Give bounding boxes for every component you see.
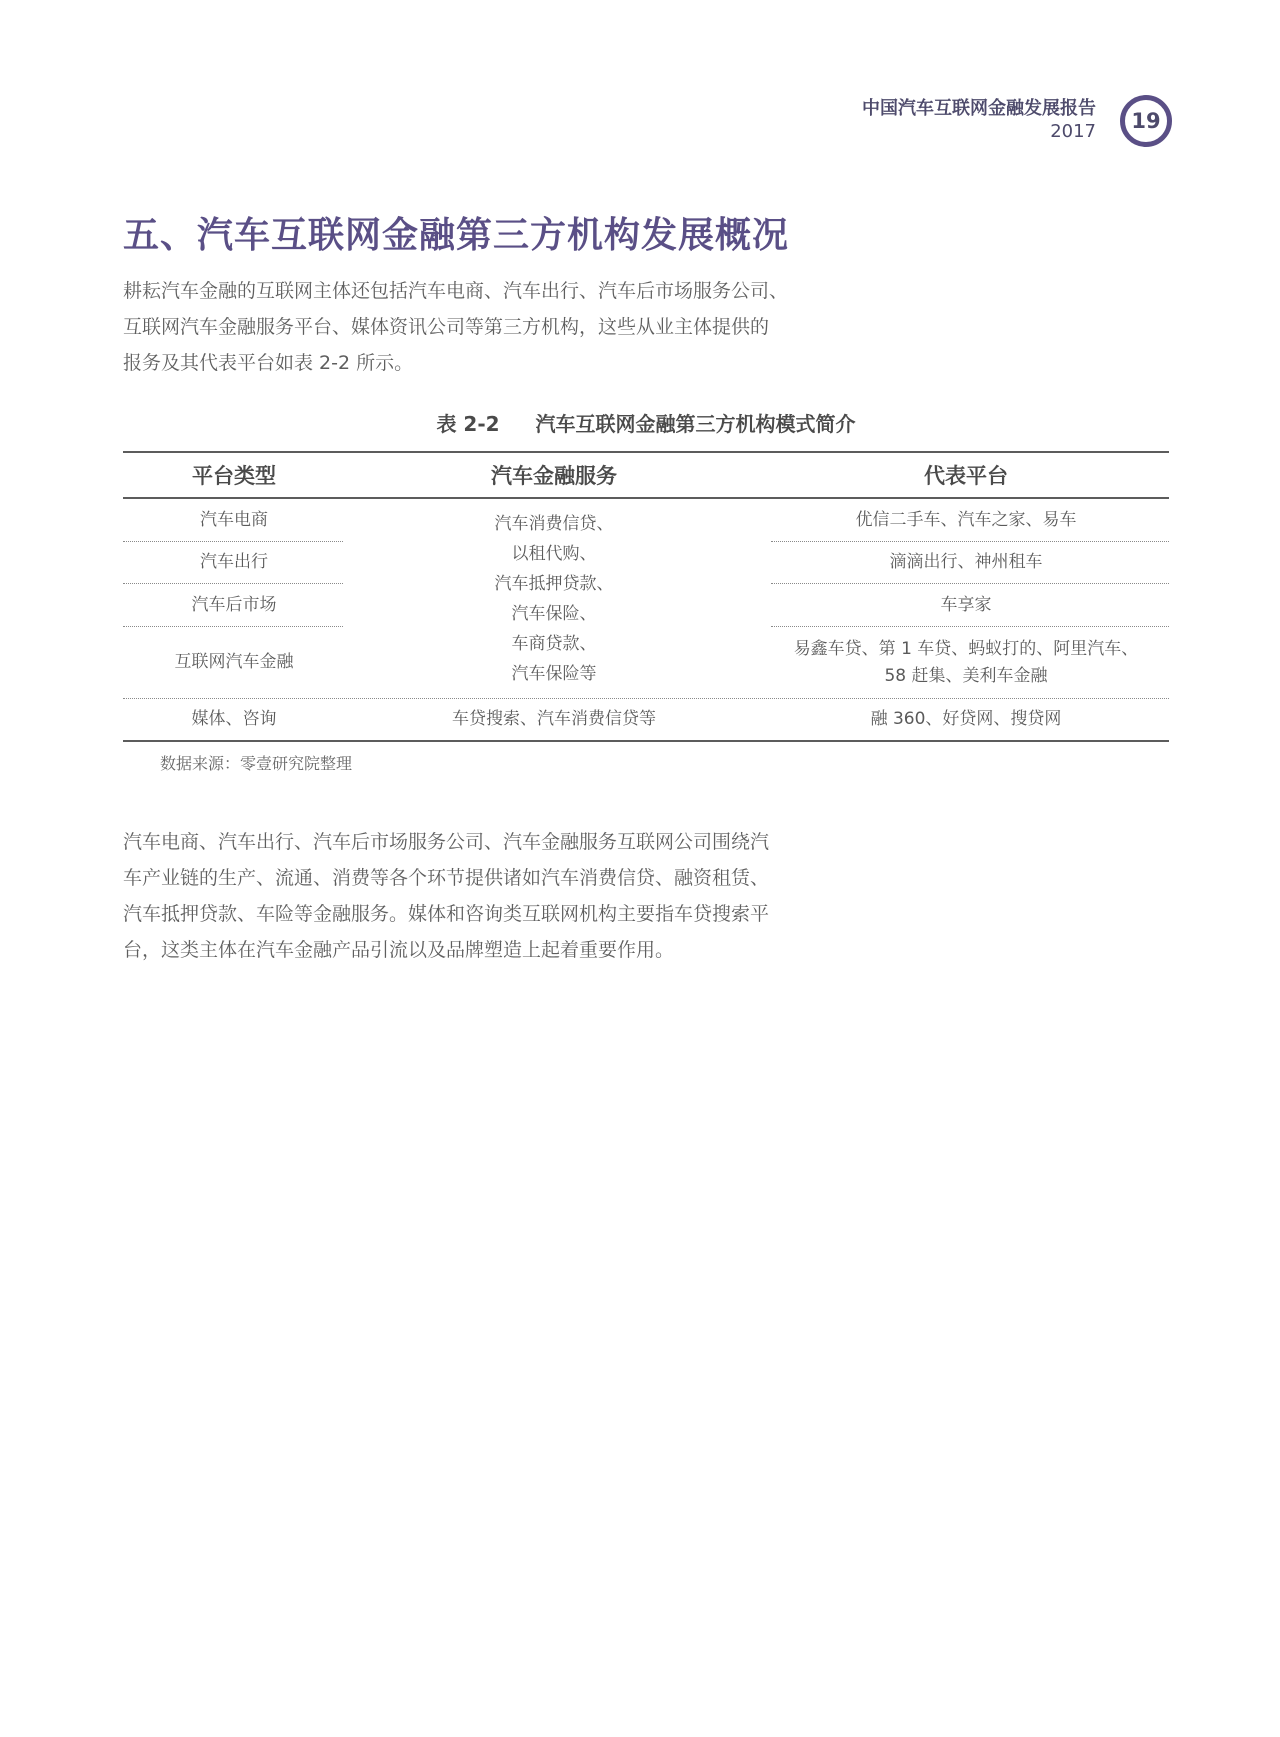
service-line: 汽车抵押贷款、: [494, 574, 614, 594]
cell-text: 滴滴出行、神州租车: [889, 552, 1043, 572]
service-line: 以租代购、: [511, 544, 597, 564]
cell-text: 58 赶集、美利车金融: [884, 665, 1048, 686]
table-cell-type: [123, 499, 345, 541]
service-line: 车商贷款、: [511, 634, 597, 654]
platform-table: [123, 451, 1169, 742]
service-line: 汽车保险、: [511, 604, 597, 624]
cell-text: 车贷搜索、汽车消费信贷等: [452, 709, 656, 729]
report-title: 中国汽车互联网金融发展报告: [862, 98, 1096, 119]
table-cell-platforms: [763, 584, 1169, 626]
table-cell-platforms: [763, 542, 1169, 583]
intro-line: 互联网汽车金融服务平台、媒体资讯公司等第三方机构，这些从业主体提供的: [123, 316, 770, 338]
cell-text: 汽车后市场: [191, 594, 277, 615]
section-title: 五、汽车互联网金融第三方机构发展概况: [123, 215, 790, 256]
table-caption-title: 汽车互联网金融第三方机构模式简介: [535, 412, 856, 436]
service-line: 汽车保险等: [511, 664, 597, 684]
body-line: 台，这类主体在汽车金融产品引流以及品牌塑造上起着重要作用。: [123, 939, 675, 961]
table-bottom-rule: [123, 740, 1169, 742]
body-paragraph: [123, 824, 823, 968]
table-cell-type: [123, 627, 345, 698]
table-cell-type: [123, 542, 345, 583]
table-cell-type: [123, 699, 345, 740]
cell-text: 融 360、好贷网、搜贷网: [870, 709, 1062, 729]
cell-text: 车享家: [940, 594, 992, 615]
table-cell-platforms: [763, 699, 1169, 740]
table-header-type: 平台类型: [192, 464, 276, 488]
table-cell-shared-services: [345, 506, 763, 692]
table-header-platforms: 代表平台: [924, 464, 1008, 488]
cell-text: 汽车出行: [200, 552, 268, 572]
table-source-note: 数据来源：零壹研究院整理: [160, 754, 353, 773]
table-cell-platforms: [763, 499, 1169, 541]
cell-text: 汽车电商: [200, 509, 268, 530]
cell-text: 媒体、咨询: [191, 709, 277, 729]
report-year: 2017: [1050, 121, 1096, 142]
table-cell-platforms: [763, 627, 1169, 698]
table-caption-number: 表 2-2: [436, 412, 500, 436]
cell-text: 易鑫车贷、第 1 车贷、蚂蚁打的、阿里汽车、: [793, 638, 1139, 659]
intro-paragraph: [123, 273, 823, 381]
table-caption: [123, 408, 1169, 437]
cell-text: 优信二手车、汽车之家、易车: [855, 509, 1077, 530]
intro-line: 耕耘汽车金融的互联网主体还包括汽车电商、汽车出行、汽车后市场服务公司、: [123, 280, 789, 302]
intro-line: 报务及其代表平台如表 2-2 所示。: [123, 352, 414, 374]
table-cell-service: [345, 699, 763, 740]
table-header-service: 汽车金融服务: [491, 464, 617, 488]
body-line: 汽车电商、汽车出行、汽车后市场服务公司、汽车金融服务互联网公司围绕汽: [123, 831, 770, 853]
page-number-badge: 19: [1120, 95, 1172, 147]
body-line: 车产业链的生产、流通、消费等各个环节提供诸如汽车消费信贷、融资租赁、: [123, 867, 770, 889]
cell-text: 互联网汽车金融: [174, 652, 294, 672]
table-cell-type: [123, 584, 345, 626]
body-line: 汽车抵押贷款、车险等金融服务。媒体和咨询类互联网机构主要指车贷搜索平: [123, 903, 770, 925]
service-line: 汽车消费信贷、: [494, 514, 614, 534]
